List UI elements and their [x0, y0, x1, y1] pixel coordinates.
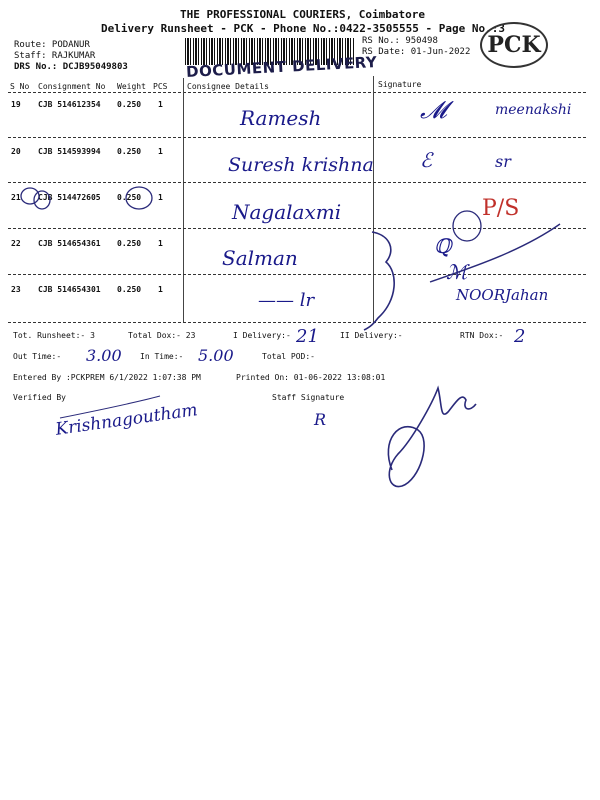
company-name: THE PROFESSIONAL COURIERS, Coimbatore	[180, 8, 426, 21]
consignee-handwriting: Nagalaxmi	[232, 200, 342, 224]
out-time-value: 3.00	[86, 346, 122, 365]
signature-handwriting: sr	[495, 152, 511, 171]
consignee-handwriting: Salman	[222, 246, 298, 270]
circle-mark	[453, 211, 481, 241]
col-header-pcs: PCS	[153, 82, 168, 91]
rs-number: RS No.: 950498	[362, 36, 438, 46]
cell-consignment: CJB 514654361	[38, 239, 101, 248]
rs-date: RS Date: 01-Jun-2022	[362, 47, 471, 57]
printed-on: Printed On: 01-06-2022 13:08:01	[236, 373, 386, 382]
document-delivery-stamp: DOCUMENT DELIVERY	[185, 53, 378, 81]
col-header-consignee: Consignee Details	[187, 82, 269, 91]
cell-pcs: 1	[158, 193, 163, 202]
i-delivery-label: I Delivery:-	[233, 331, 291, 340]
cell-weight: 0.250	[117, 285, 142, 294]
signature-scribble: ℰ	[420, 148, 433, 172]
circle-mark	[21, 188, 39, 204]
cell-pcs: 1	[158, 285, 163, 294]
cell-weight: 0.250	[117, 100, 142, 109]
consignee-handwriting: Ramesh	[240, 106, 322, 130]
long-stroke-scribble	[430, 224, 560, 282]
total-dox: Total Dox:- 23	[128, 331, 196, 340]
circle-mark	[34, 191, 50, 209]
in-time-value: 5.00	[198, 346, 234, 365]
signature-scribble: 𝓜	[420, 96, 447, 124]
staff-signature-label: Staff Signature	[272, 393, 345, 402]
col-header-signature: Signature	[378, 80, 422, 89]
ii-delivery-label: II Delivery:-	[340, 331, 403, 340]
cell-sno: 19	[11, 100, 21, 109]
bracket-scribble	[364, 232, 394, 330]
cell-pcs: 1	[158, 100, 163, 109]
runsheet-title: Delivery Runsheet - PCK - Phone No.:0422-3505555 - Page No.:3	[101, 22, 505, 35]
in-time-label: In Time:-	[140, 352, 184, 361]
pck-logo-text: PCK	[487, 32, 541, 58]
cell-sno: 23	[11, 285, 21, 294]
staff-signature-scribble	[388, 388, 476, 487]
cell-pcs: 1	[158, 239, 163, 248]
consignee-handwriting: Suresh krishna	[228, 154, 374, 176]
cell-weight: 0.250	[117, 239, 142, 248]
cell-consignment: CJB 514654301	[38, 285, 101, 294]
i-delivery-value: 21	[296, 326, 319, 347]
staff-label: Staff: RAJKUMAR	[14, 51, 96, 61]
col-header-sno: S No	[10, 82, 30, 91]
cell-sno: 20	[11, 147, 21, 156]
entered-by: Entered By :PCKPREM 6/1/2022 1:07:38 PM	[13, 373, 201, 382]
signature-scribble: ℳ	[446, 260, 468, 284]
signature-handwriting: P/S	[482, 196, 520, 221]
total-pod-label: Total POD:-	[262, 352, 315, 361]
verified-by-label: Verified By	[13, 393, 66, 402]
col-header-consignment: Consignment No	[38, 82, 106, 91]
cell-consignment: CJB 514593994	[38, 147, 101, 156]
consignee-handwriting: —— lr	[258, 290, 315, 311]
cell-weight: 0.250	[117, 193, 142, 202]
cell-pcs: 1	[158, 147, 163, 156]
cell-consignment: CJB 514612354	[38, 100, 101, 109]
rtn-dox-value: 2	[514, 326, 526, 347]
route-label: Route: PODANUR	[14, 40, 90, 50]
out-time-label: Out Time:-	[13, 352, 62, 361]
cell-sno: 22	[11, 239, 21, 248]
tot-runsheet: Tot. Runsheet:- 3	[13, 331, 95, 340]
cell-sno: 21	[11, 193, 21, 202]
staff-signature-initial: R	[314, 410, 327, 429]
verified-by-signature: Krishnagoutham	[54, 400, 199, 440]
drs-number: DRS No.: DCJB95049803	[14, 62, 128, 72]
col-header-weight: Weight	[117, 82, 146, 91]
circle-mark	[126, 187, 152, 209]
signature-handwriting: NOORJahan	[456, 286, 549, 304]
cell-consignment: CJB 514472605	[38, 193, 101, 202]
signature-scribble: ℚ	[434, 234, 452, 258]
signature-handwriting: meenakshi	[495, 102, 572, 118]
rtn-dox-label: RTN Dox:-	[460, 331, 504, 340]
cell-weight: 0.250	[117, 147, 142, 156]
